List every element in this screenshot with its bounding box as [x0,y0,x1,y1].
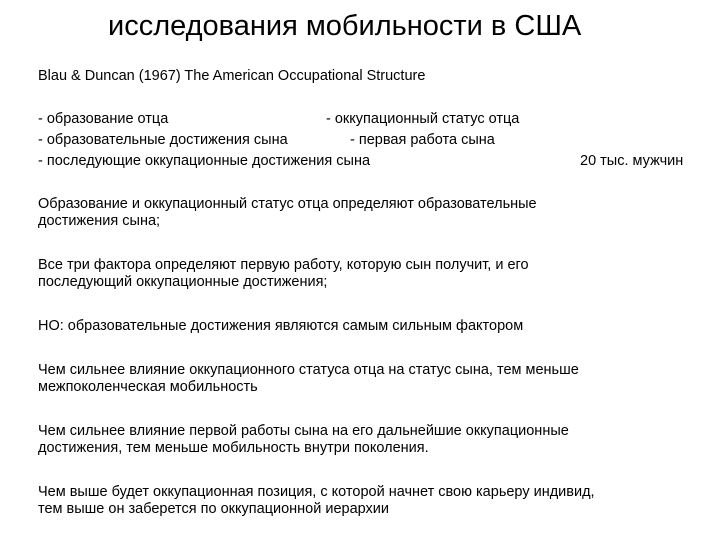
finding-line: межпоколенческая мобильность [38,379,258,395]
finding-line: Чем сильнее влияние оккупационного статуса отца на статус сына, тем меньше [38,362,579,378]
finding-line: достижения сына; [38,213,161,229]
factor-father-occupational-status: - оккупационный статус отца [326,111,520,127]
factor-father-education: - образование отца [38,111,169,127]
finding-line: Все три фактора определяют первую работу, которую сын получит, и его [38,257,529,273]
finding-line: тем выше он заберется по оккупационной иерархии [38,501,390,517]
factor-son-first-job: - первая работа сына [350,132,495,148]
finding-line: последующий оккупационные достижения; [38,274,328,290]
finding-line: НО: образовательные достижения являются самым сильным фактором [38,318,524,334]
finding-paragraph [38,362,708,396]
factor-son-education: - образовательные достижения сына [38,132,288,148]
finding-line: Образование и оккупационный статус отца определяют образовательные [38,196,537,212]
finding-paragraph [38,196,708,230]
finding-line: Чем выше будет оккупационная позиция, с которой начнет свою карьеру индивид, [38,484,595,500]
finding-line: достижения, тем меньше мобильность внутри поколения. [38,440,429,456]
study-reference: Blau & Duncan (1967) The American Occupational Structure [38,68,426,84]
finding-paragraph [38,257,708,291]
finding-paragraph [38,318,708,335]
slide-title: исследования мобильности в США [108,10,582,42]
finding-paragraph [38,484,708,518]
sample-size: 20 тыс. мужчин [580,153,684,169]
factor-son-later-attainment: - последующие оккупационные достижения сына [38,153,371,169]
finding-line: Чем сильнее влияние первой работы сына на его дальнейшие оккупационные [38,423,569,439]
finding-paragraph [38,423,708,457]
